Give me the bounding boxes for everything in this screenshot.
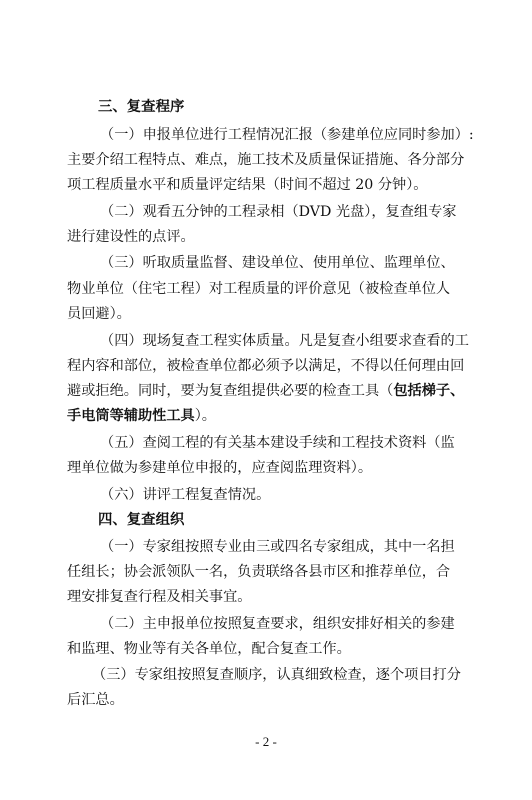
paragraph-line: 任组长；协会派领队一名，负责联络各县市区和推荐单位，合 [67, 564, 451, 580]
paragraph-line: 进行建设性的点评。 [67, 229, 195, 245]
paragraph-line: （六）讲评工程复查情况。 [100, 487, 271, 503]
paragraph-line: 主要介绍工程特点、难点，施工技术及质量保证措施、各分部分 [67, 152, 465, 168]
paragraph-line: （一）申报单位进行工程情况汇报（参建单位应同时参加）: [100, 127, 474, 143]
bold-text: 包括梯子、 [393, 383, 465, 399]
section-heading-organization: 四、复查组织 [98, 512, 185, 528]
paragraph-line: （四）现场复查工程实体质量。凡是复查小组要求查看的工 [100, 333, 469, 349]
paragraph-line: 理安排复查行程及相关事宜。 [67, 589, 252, 605]
paragraph-line: 程内容和部位，被检查单位都必须予以满足，不得以任何理由回 [67, 358, 465, 374]
paragraph-line: （二）主申报单位按照复查要求，组织安排好相关的参建 [100, 616, 455, 632]
text-run: 避或拒绝。同时，要为复查组提供必要的检查工具（ [67, 383, 394, 399]
paragraph-line: 理单位做为参建单位申报的，应查阅监理资料）。 [67, 460, 373, 476]
paragraph-line: 和监理、物业等有关各单位，配合复查工作。 [67, 641, 351, 657]
page-number: - 2 - [255, 734, 277, 749]
paragraph-line: （五）查阅工程的有关基本建设手续和工程技术资料（监 [100, 435, 455, 451]
paragraph-line [67, 381, 467, 401]
paragraph-line: 物业单位（住宅工程）对工程质量的评价意见（被检查单位人 [67, 281, 451, 297]
paragraph-line: （三）听取质量监督、建设单位、使用单位、监理单位、 [100, 255, 455, 271]
paragraph-line: （三）专家组按照复查顺序，认真细致检查，逐个项目打分 [92, 667, 461, 683]
paragraph-line: （一）专家组按照专业由三或四名专家组成，其中一名担 [100, 539, 455, 555]
paragraph-line: 项工程质量水平和质量评定结果（时间不超过 20 分钟）。 [67, 177, 428, 193]
paragraph-line: （二）观看五分钟的工程录相（DVD 光盘），复查组专家 [100, 204, 457, 220]
section-heading-procedure: 三、复查程序 [98, 99, 185, 115]
paragraph-line: 后汇总。 [67, 692, 124, 708]
text-run: ）。 [194, 408, 216, 424]
paragraph-line [67, 406, 467, 426]
paragraph-line: 员回避）。 [67, 306, 131, 322]
bold-text: 手电筒等辅助性工具 [67, 408, 195, 424]
